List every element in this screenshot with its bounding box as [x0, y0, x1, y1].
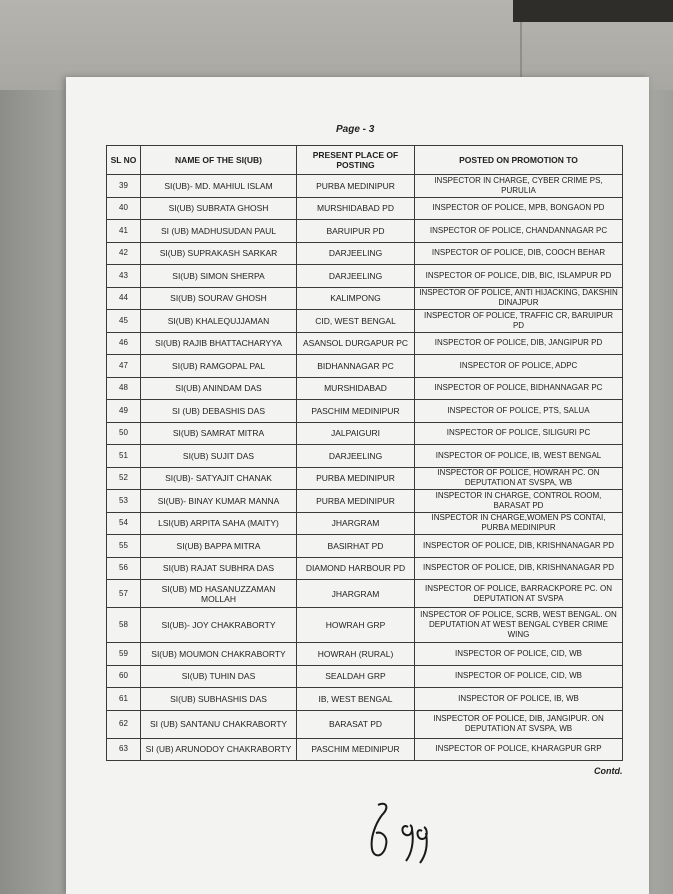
cell-present-posting: BASIRHAT PD [297, 535, 415, 558]
cell-present-posting: PURBA MEDINIPUR [297, 175, 415, 198]
table-row [107, 535, 623, 558]
cell-sl-no: 50 [107, 422, 141, 445]
cell-sl-no: 46 [107, 332, 141, 355]
table-row [107, 400, 623, 423]
cell-posted-to: INSPECTOR OF POLICE, MPB, BONGAON PD [415, 197, 623, 220]
page-number: Page - 3 [336, 124, 375, 135]
table-row [107, 490, 623, 513]
cell-posted-to: INSPECTOR OF POLICE, CID, WB [415, 665, 623, 688]
cell-posted-to: INSPECTOR OF POLICE, PTS, SALUA [415, 400, 623, 423]
cell-name: SI(UB)- MD. MAHIUL ISLAM [141, 175, 297, 198]
cell-sl-no: 52 [107, 467, 141, 490]
cell-posted-to: INSPECTOR OF POLICE, SCRB, WEST BENGAL. ON DEPUTATION AT WEST BENGAL CYBER CRIME WING [415, 608, 623, 643]
cell-sl-no: 54 [107, 512, 141, 535]
cell-name: SI (UB) ARUNODOY CHAKRABORTY [141, 738, 297, 761]
cell-sl-no: 61 [107, 688, 141, 711]
cell-name: SI(UB) SAMRAT MITRA [141, 422, 297, 445]
table-row [107, 310, 623, 333]
cell-present-posting: CID, WEST BENGAL [297, 310, 415, 333]
cell-name: SI(UB) ANINDAM DAS [141, 377, 297, 400]
cell-posted-to: INSPECTOR IN CHARGE,WOMEN PS CONTAI, PURBA MEDINIPUR [415, 512, 623, 535]
cell-present-posting: MURSHIDABAD PD [297, 197, 415, 220]
cell-sl-no: 56 [107, 557, 141, 580]
table-row [107, 710, 623, 738]
table-row [107, 332, 623, 355]
handwritten-signature [356, 797, 466, 877]
cell-present-posting: JALPAIGURI [297, 422, 415, 445]
cell-name: SI (UB) SANTANU CHAKRABORTY [141, 710, 297, 738]
cell-present-posting: JHARGRAM [297, 512, 415, 535]
table-row [107, 580, 623, 608]
cell-present-posting: PASCHIM MEDINIPUR [297, 738, 415, 761]
cell-name: SI(UB) RAJIB BHATTACHARYYA [141, 332, 297, 355]
cell-sl-no: 48 [107, 377, 141, 400]
cell-present-posting: JHARGRAM [297, 580, 415, 608]
cell-sl-no: 53 [107, 490, 141, 513]
cell-sl-no: 39 [107, 175, 141, 198]
cell-name: SI(UB) SUJIT DAS [141, 445, 297, 468]
cell-sl-no: 55 [107, 535, 141, 558]
cell-sl-no: 47 [107, 355, 141, 378]
cell-posted-to: INSPECTOR OF POLICE, HOWRAH PC. ON DEPUTATION AT SVSPA, WB [415, 467, 623, 490]
table-row [107, 175, 623, 198]
cell-posted-to: INSPECTOR OF POLICE, IB, WB [415, 688, 623, 711]
cell-sl-no: 42 [107, 242, 141, 265]
cell-posted-to: INSPECTOR OF POLICE, CID, WB [415, 643, 623, 666]
cell-present-posting: PASCHIM MEDINIPUR [297, 400, 415, 423]
cell-name: SI (UB) DEBASHIS DAS [141, 400, 297, 423]
table-row [107, 688, 623, 711]
cell-name: SI(UB) RAMGOPAL PAL [141, 355, 297, 378]
table-row [107, 665, 623, 688]
cell-sl-no: 51 [107, 445, 141, 468]
cell-name: SI(UB) TUHIN DAS [141, 665, 297, 688]
cell-sl-no: 45 [107, 310, 141, 333]
table-header-row [107, 146, 623, 175]
cell-posted-to: INSPECTOR OF POLICE, ANTI HIJACKING, DAKSHIN DINAJPUR [415, 287, 623, 310]
cell-posted-to: INSPECTOR IN CHARGE, CYBER CRIME PS, PURULIA [415, 175, 623, 198]
cell-present-posting: ASANSOL DURGAPUR PC [297, 332, 415, 355]
cell-posted-to: INSPECTOR OF POLICE, DIB, COOCH BEHAR [415, 242, 623, 265]
cell-sl-no: 43 [107, 265, 141, 288]
cell-posted-to: INSPECTOR OF POLICE, DIB, KRISHNANAGAR PD [415, 557, 623, 580]
table-row [107, 377, 623, 400]
cell-name: SI(UB) RAJAT SUBHRA DAS [141, 557, 297, 580]
cell-posted-to: INSPECTOR OF POLICE, KHARAGPUR GRP [415, 738, 623, 761]
cell-posted-to: INSPECTOR OF POLICE, BIDHANNAGAR PC [415, 377, 623, 400]
cell-name: SI(UB) MD HASANUZZAMAN MOLLAH [141, 580, 297, 608]
header-present-posting: PRESENT PLACE OF POSTING [297, 146, 415, 175]
cell-present-posting: HOWRAH GRP [297, 608, 415, 643]
cell-present-posting: MURSHIDABAD [297, 377, 415, 400]
cell-present-posting: IB, WEST BENGAL [297, 688, 415, 711]
cell-name: SI(UB)- SATYAJIT CHANAK [141, 467, 297, 490]
cell-posted-to: INSPECTOR IN CHARGE, CONTROL ROOM, BARASAT PD [415, 490, 623, 513]
cell-posted-to: INSPECTOR OF POLICE, TRAFFIC CR, BARUIPUR PD [415, 310, 623, 333]
cell-present-posting: SEALDAH GRP [297, 665, 415, 688]
cell-present-posting: PURBA MEDINIPUR [297, 490, 415, 513]
cell-name: SI(UB) MOUMON CHAKRABORTY [141, 643, 297, 666]
cell-name: SI(UB) KHALEQUJJAMAN [141, 310, 297, 333]
table-row [107, 422, 623, 445]
table-row [107, 355, 623, 378]
table-row [107, 242, 623, 265]
cell-sl-no: 58 [107, 608, 141, 643]
cell-name: LSI(UB) ARPITA SAHA (MAITY) [141, 512, 297, 535]
cell-name: SI(UB) SOURAV GHOSH [141, 287, 297, 310]
cell-posted-to: INSPECTOR OF POLICE, DIB, JANGIPUR PD [415, 332, 623, 355]
table-row [107, 643, 623, 666]
cell-sl-no: 63 [107, 738, 141, 761]
table-row [107, 557, 623, 580]
cell-sl-no: 59 [107, 643, 141, 666]
table-row [107, 738, 623, 761]
header-posted-to: POSTED ON PROMOTION TO [415, 146, 623, 175]
continued-label: Contd. [594, 766, 623, 776]
cell-present-posting: PURBA MEDINIPUR [297, 467, 415, 490]
cell-sl-no: 44 [107, 287, 141, 310]
table-row [107, 220, 623, 243]
cell-posted-to: INSPECTOR OF POLICE, IB, WEST BENGAL [415, 445, 623, 468]
document-page [66, 77, 649, 894]
cell-name: SI(UB)- JOY CHAKRABORTY [141, 608, 297, 643]
cell-name: SI(UB) SUBHASHIS DAS [141, 688, 297, 711]
promotion-table [106, 145, 623, 761]
table-row [107, 608, 623, 643]
cell-name: SI(UB) SUPRAKASH SARKAR [141, 242, 297, 265]
cell-name: SI(UB) SUBRATA GHOSH [141, 197, 297, 220]
cell-present-posting: DIAMOND HARBOUR PD [297, 557, 415, 580]
cell-name: SI(UB)- BINAY KUMAR MANNA [141, 490, 297, 513]
table-row [107, 512, 623, 535]
cell-sl-no: 41 [107, 220, 141, 243]
cell-present-posting: DARJEELING [297, 265, 415, 288]
cell-present-posting: BARUIPUR PD [297, 220, 415, 243]
cell-sl-no: 62 [107, 710, 141, 738]
table-row [107, 197, 623, 220]
cell-sl-no: 60 [107, 665, 141, 688]
cell-present-posting: HOWRAH (RURAL) [297, 643, 415, 666]
desk-object [513, 0, 673, 22]
cell-sl-no: 40 [107, 197, 141, 220]
table-row [107, 445, 623, 468]
table-row [107, 467, 623, 490]
cell-sl-no: 57 [107, 580, 141, 608]
table-body [107, 175, 623, 761]
cell-posted-to: INSPECTOR OF POLICE, SILIGURI PC [415, 422, 623, 445]
cell-posted-to: INSPECTOR OF POLICE, DIB, JANGIPUR. ON DEPUTATION AT SVSPA, WB [415, 710, 623, 738]
cell-posted-to: INSPECTOR OF POLICE, ADPC [415, 355, 623, 378]
cell-posted-to: INSPECTOR OF POLICE, DIB, BIC, ISLAMPUR PD [415, 265, 623, 288]
cell-posted-to: INSPECTOR OF POLICE, CHANDANNAGAR PC [415, 220, 623, 243]
cell-present-posting: KALIMPONG [297, 287, 415, 310]
cell-posted-to: INSPECTOR OF POLICE, DIB, KRISHNANAGAR PD [415, 535, 623, 558]
table-row [107, 287, 623, 310]
cell-posted-to: INSPECTOR OF POLICE, BARRACKPORE PC. ON DEPUTATION AT SVSPA [415, 580, 623, 608]
table-row [107, 265, 623, 288]
cell-present-posting: DARJEELING [297, 445, 415, 468]
header-sl-no: SL NO [107, 146, 141, 175]
cell-present-posting: DARJEELING [297, 242, 415, 265]
cell-present-posting: BARASAT PD [297, 710, 415, 738]
cell-sl-no: 49 [107, 400, 141, 423]
cell-present-posting: BIDHANNAGAR PC [297, 355, 415, 378]
cell-name: SI (UB) MADHUSUDAN PAUL [141, 220, 297, 243]
cell-name: SI(UB) BAPPA MITRA [141, 535, 297, 558]
cell-name: SI(UB) SIMON SHERPA [141, 265, 297, 288]
header-name: NAME OF THE SI(UB) [141, 146, 297, 175]
